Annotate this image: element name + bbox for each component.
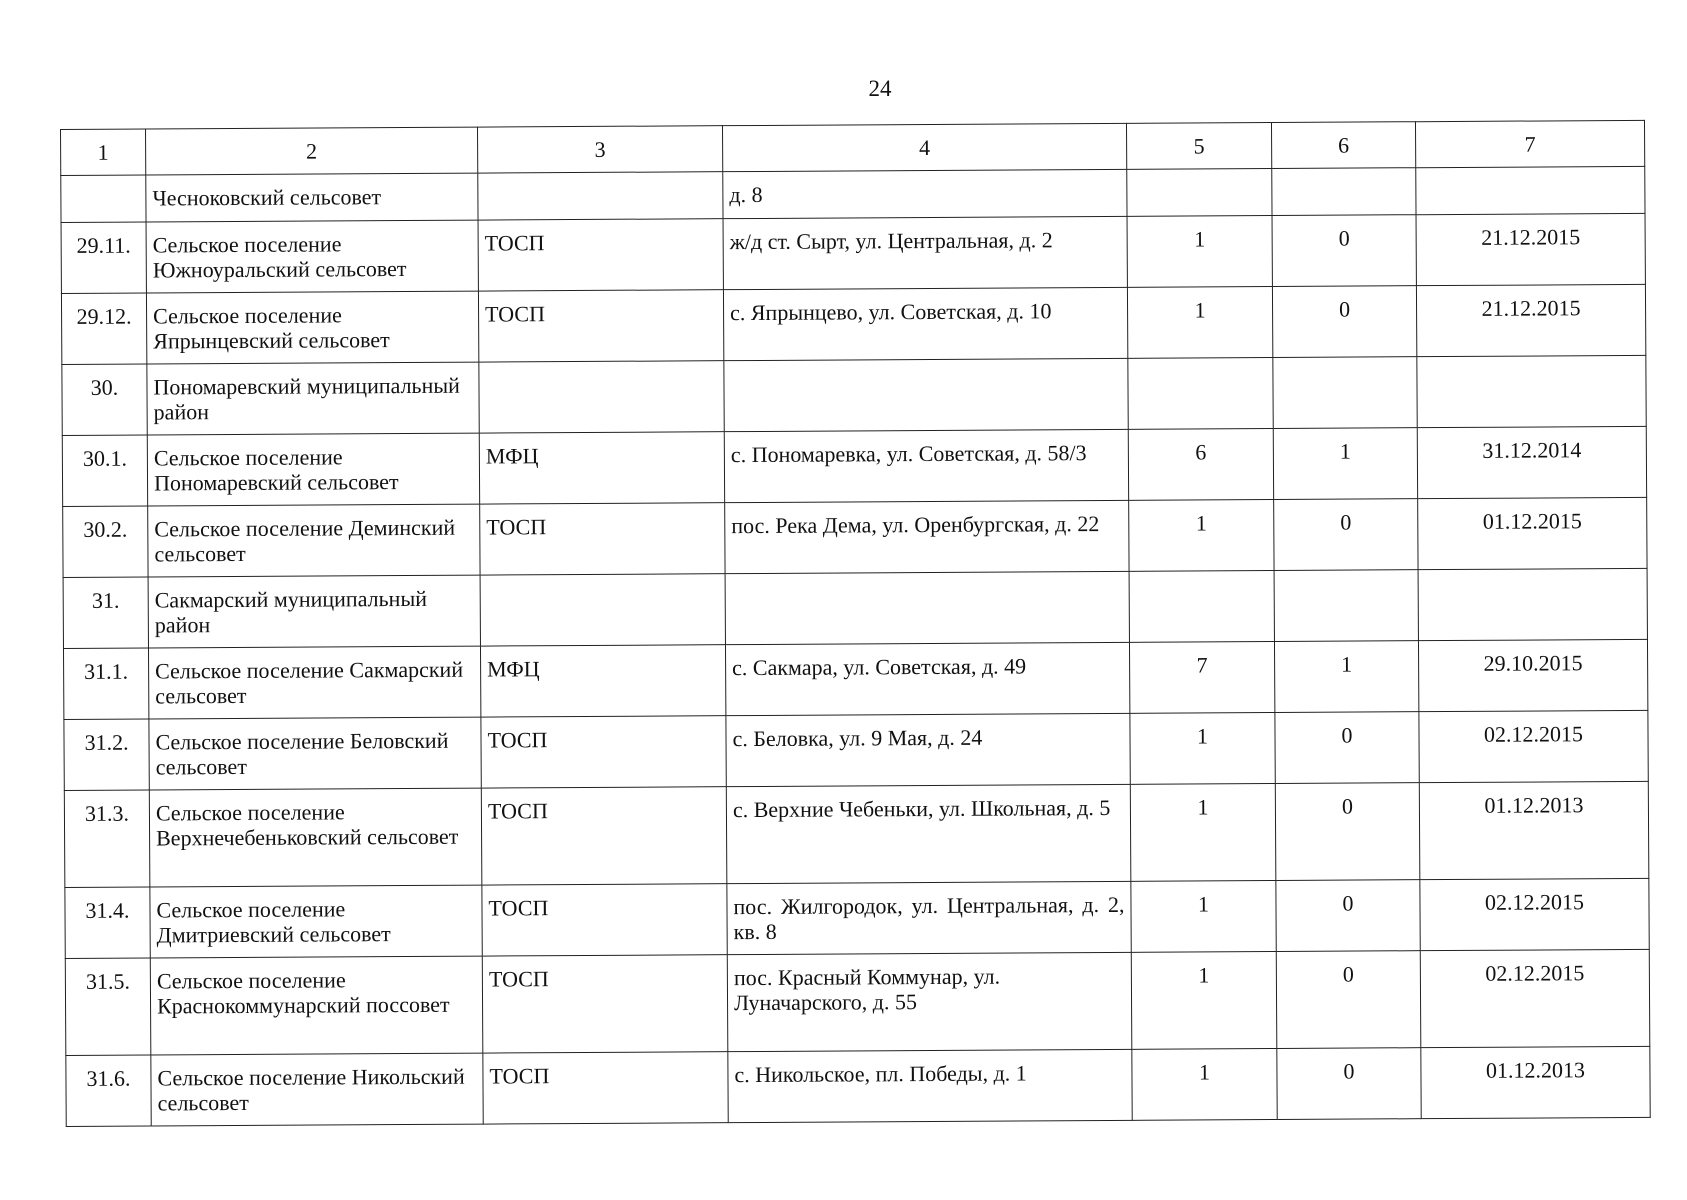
column-header: 4 [722, 123, 1126, 171]
count-cell: 0 [1272, 286, 1416, 358]
type-cell: ТОСП [482, 884, 727, 956]
type-cell [480, 574, 725, 646]
column-header: 5 [1126, 123, 1271, 170]
count-cell: 0 [1274, 499, 1418, 571]
type-cell: МФЦ [480, 645, 725, 717]
address-cell: пос. Красный Коммунар, ул. Луначарского, д. 55 [727, 952, 1132, 1051]
count-cell: 1 [1130, 784, 1276, 882]
table-row [61, 213, 1645, 293]
table-row [66, 1046, 1650, 1126]
type-cell: МФЦ [479, 432, 724, 504]
date-cell: 21.12.2015 [1416, 284, 1645, 356]
name-cell: Сельское поселение Сакмарский сельсовет [148, 646, 480, 719]
type-cell: ТОСП [478, 290, 723, 362]
table-row [62, 426, 1646, 506]
name-cell: Сельское поселение Верхнечебеньковский сельсовет [149, 788, 482, 887]
column-header: 7 [1415, 120, 1644, 167]
name-cell: Сельское поселение Япрынцевский сельсовет [146, 291, 478, 364]
count-cell: 1 [1131, 952, 1277, 1050]
count-cell [1272, 168, 1416, 216]
table-row [65, 878, 1649, 958]
count-cell: 1 [1132, 1049, 1277, 1121]
date-cell: 29.10.2015 [1418, 639, 1647, 711]
table-row [63, 639, 1647, 719]
address-cell: с. Пономаревка, ул. Советская, д. 58/3 [724, 429, 1128, 502]
date-cell: 31.12.2014 [1417, 426, 1646, 498]
type-cell: ТОСП [480, 503, 725, 575]
count-cell [1127, 169, 1272, 217]
name-cell: Сельское поселение Деминский сельсовет [148, 504, 480, 577]
table-row [62, 355, 1646, 435]
date-cell [1416, 166, 1645, 214]
date-cell [1418, 568, 1647, 640]
date-cell: 02.12.2015 [1420, 949, 1650, 1047]
address-cell [724, 358, 1128, 431]
count-cell: 0 [1275, 712, 1419, 784]
count-cell: 0 [1272, 215, 1416, 287]
count-cell: 0 [1276, 951, 1421, 1049]
name-cell: Сельское поселение Южноуральский сельсовет [146, 220, 478, 293]
count-cell: 1 [1129, 500, 1274, 572]
name-cell: Сельское поселение Дмитриевский сельсовет [150, 885, 482, 958]
name-cell: Сакмарский муниципальный район [148, 575, 480, 648]
date-cell: 01.12.2013 [1421, 1046, 1650, 1118]
count-cell: 1 [1131, 881, 1276, 953]
name-cell: Сельское поселение Никольский сельсовет [151, 1053, 483, 1126]
count-cell: 7 [1129, 642, 1274, 714]
column-header: 6 [1271, 122, 1415, 169]
count-cell: 1 [1130, 713, 1275, 785]
address-cell: с. Никольское, пл. Победы, д. 1 [728, 1049, 1132, 1122]
page-number: 24 [868, 76, 892, 101]
name-cell: Пономаревский муниципальный район [147, 362, 479, 435]
row-number-cell: 29.12. [61, 293, 146, 364]
table-row [65, 949, 1650, 1055]
table-row [64, 781, 1649, 887]
row-number-cell: 30.2. [63, 506, 148, 577]
count-cell: 0 [1276, 880, 1420, 952]
row-number-cell: 31.4. [65, 887, 150, 958]
date-cell [1417, 355, 1646, 427]
count-cell: 0 [1275, 783, 1420, 881]
type-cell: ТОСП [478, 219, 723, 291]
row-number-cell: 31.6. [66, 1055, 151, 1126]
count-cell [1274, 570, 1418, 642]
column-header: 2 [146, 127, 478, 175]
count-cell: 1 [1274, 641, 1418, 713]
name-cell: Сельское поселение Пономаревский сельсовет [147, 433, 479, 506]
count-cell: 6 [1128, 429, 1273, 501]
table-row [64, 710, 1648, 790]
address-cell: д. 8 [723, 169, 1127, 218]
address-cell: с. Сакмара, ул. Советская, д. 49 [725, 642, 1129, 715]
type-cell: ТОСП [481, 716, 726, 788]
type-cell [479, 361, 724, 433]
type-cell: ТОСП [483, 1052, 728, 1124]
row-number-cell: 31. [63, 577, 148, 648]
address-cell: ж/д ст. Сырт, ул. Центральная, д. 2 [723, 216, 1127, 289]
name-cell: Сельское поселение Беловский сельсовет [149, 717, 481, 790]
count-cell: 1 [1273, 428, 1417, 500]
column-header: 3 [477, 126, 722, 173]
table-row [61, 284, 1645, 364]
table-row [63, 568, 1647, 648]
row-number-cell: 29.11. [61, 222, 146, 293]
date-cell: 21.12.2015 [1416, 213, 1645, 285]
date-cell: 02.12.2015 [1419, 710, 1648, 782]
address-cell: пос. Река Дема, ул. Оренбургская, д. 22 [725, 500, 1129, 573]
address-cell: с. Беловка, ул. 9 Мая, д. 24 [726, 713, 1130, 786]
count-cell [1129, 571, 1274, 643]
address-cell [725, 571, 1129, 644]
count-cell [1128, 358, 1273, 430]
row-number-cell: 31.1. [63, 648, 148, 719]
row-number-cell: 31.5. [65, 958, 151, 1055]
date-cell: 01.12.2013 [1419, 781, 1649, 879]
row-number-cell [61, 175, 146, 222]
document-table [60, 120, 1651, 1127]
name-cell: Сельское поселение Краснокоммунарский поссовет [150, 956, 483, 1055]
count-cell [1273, 357, 1417, 429]
row-number-cell: 31.2. [64, 719, 149, 790]
address-cell: с. Япрынцево, ул. Советская, д. 10 [723, 287, 1127, 360]
row-number-cell: 31.3. [64, 790, 150, 887]
table-row [63, 497, 1647, 577]
count-cell: 1 [1127, 216, 1272, 288]
count-cell: 0 [1277, 1048, 1421, 1120]
name-cell: Чесноковский сельсовет [146, 173, 478, 222]
row-number-cell: 30. [62, 364, 147, 435]
date-cell: 01.12.2015 [1418, 497, 1647, 569]
row-number-cell: 30.1. [62, 435, 147, 506]
type-cell: ТОСП [482, 955, 728, 1053]
type-cell [478, 172, 723, 220]
date-cell: 02.12.2015 [1420, 878, 1649, 950]
column-header: 1 [61, 129, 146, 175]
address-cell: с. Верхние Чебеньки, ул. Школьная, д. 5 [726, 784, 1131, 883]
address-cell: пос. Жилгородок, ул. Центральная, д. 2, кв. 8 [727, 881, 1131, 954]
type-cell: ТОСП [481, 787, 727, 885]
count-cell: 1 [1127, 287, 1272, 359]
